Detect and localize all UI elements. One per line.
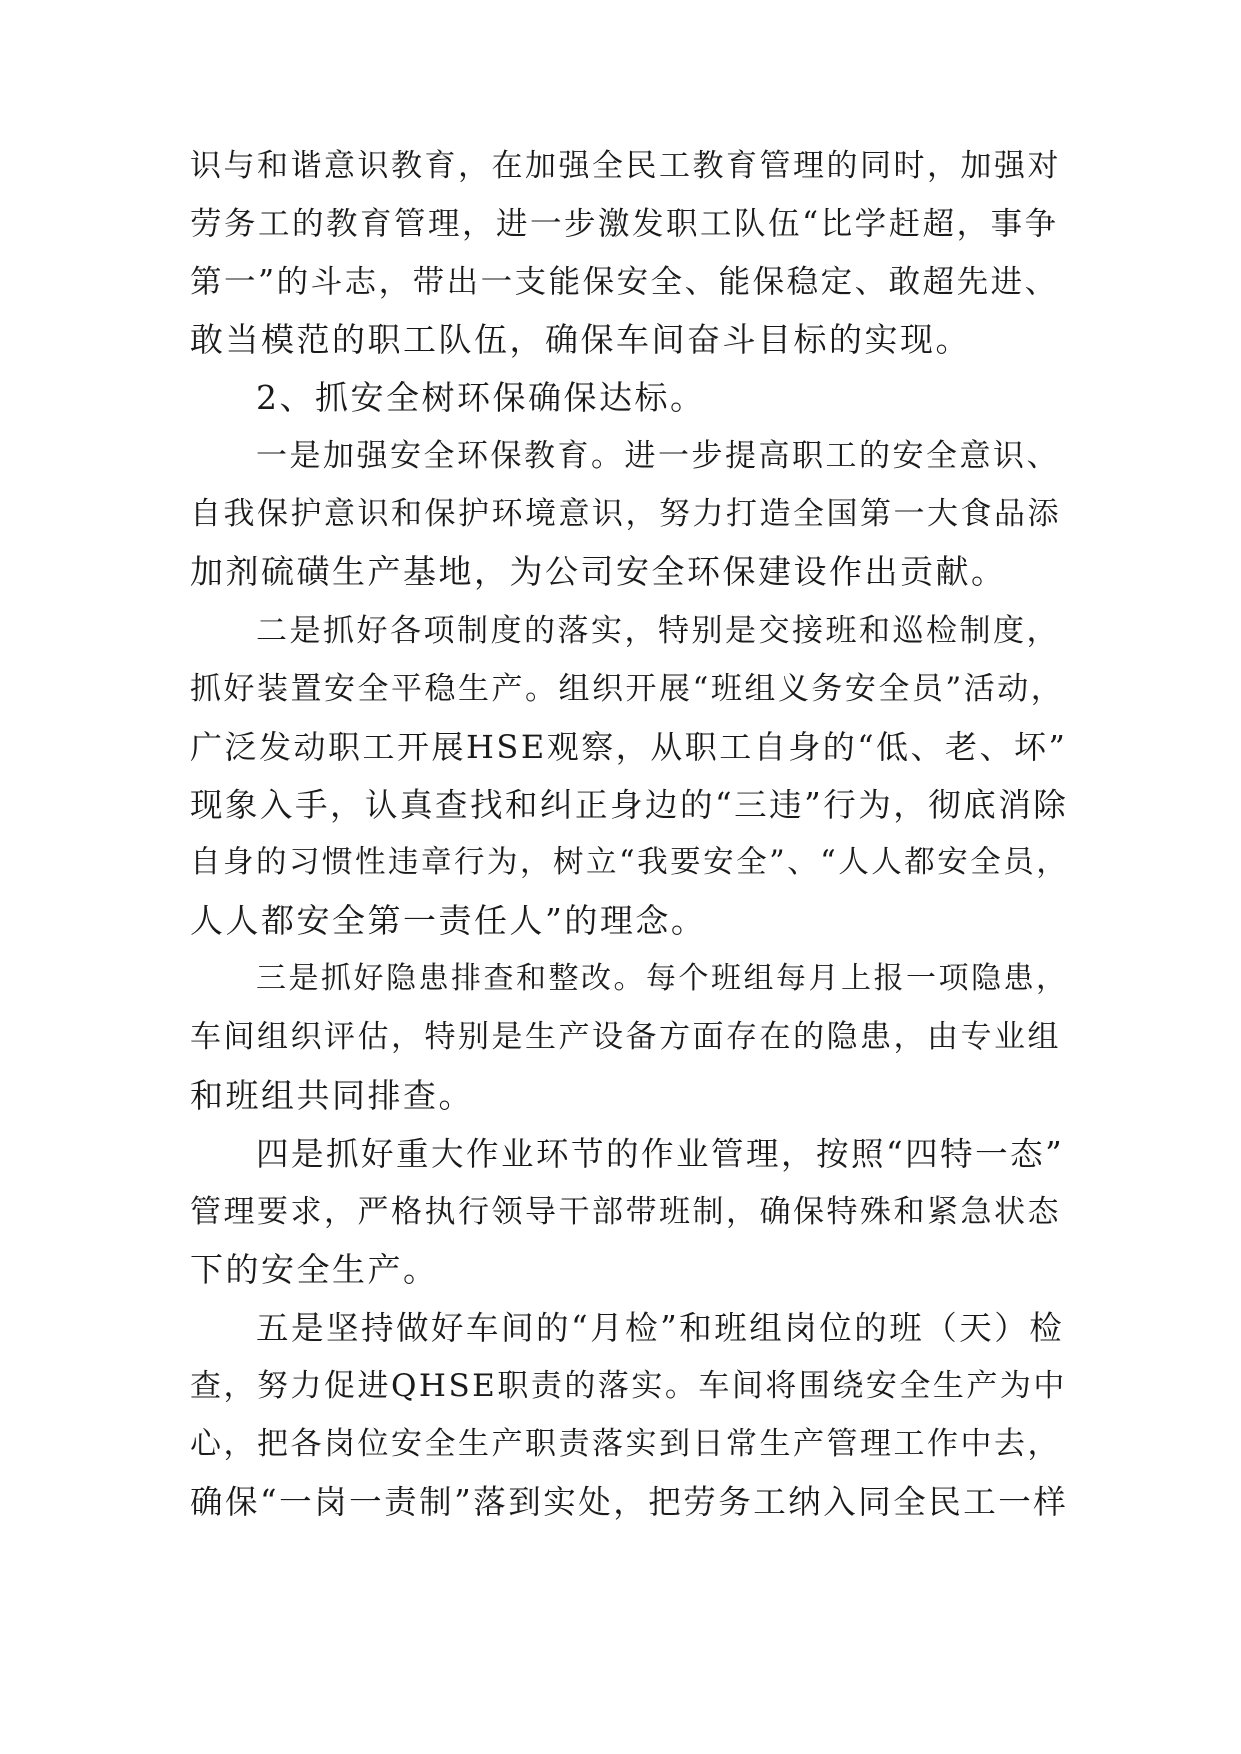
- text-line: 下的安全生产。: [190, 1250, 439, 1289]
- text-line: 自我保护意识和保护环境意识，努力打造全国第一大食品添: [190, 496, 1061, 532]
- text-line: 加剂硫磺生产基地，为公司安全环保建设作出贡献。: [190, 552, 1007, 591]
- paragraph-start: 一是加强安全环保教育。进一步提高职工的安全意识、: [256, 438, 1060, 474]
- text-line: 人人都安全第一责任人”的理念。: [190, 901, 707, 940]
- text-line: 抓好装置安全平稳生产。组织开展“班组义务安全员”活动，: [190, 671, 1065, 707]
- paragraph-start: 五是坚持做好车间的“月检”和班组岗位的班（天）检: [256, 1309, 1065, 1347]
- text-line: 管理要求，严格执行领导干部带班制，确保特殊和紧急状态: [190, 1194, 1061, 1230]
- paragraph-start: 四是抓好重大作业环节的作业管理，按照“四特一态”: [256, 1135, 1065, 1173]
- text-line: 广泛发动职工开展HSE观察，从职工自身的“低、老、坏”: [190, 728, 1068, 766]
- text-line: 识与和谐意识教育，在加强全民工教育管理的同时，加强对: [190, 148, 1061, 184]
- text-line: 确保“一岗一责制”落到实处，把劳务工纳入同全民工一样: [190, 1483, 1069, 1521]
- text-line: 自身的习惯性违章行为，树立“我要安全”、“人人都安全员，: [190, 845, 1070, 880]
- text-line: 现象入手，认真查找和纠正身边的“三违”行为，彻底消除: [190, 786, 1069, 824]
- text-line: 心，把各岗位安全生产职责落实到日常生产管理工作中去，: [190, 1426, 1061, 1462]
- paragraph-start: 二是抓好各项制度的落实，特别是交接班和巡检制度，: [256, 613, 1060, 649]
- text-line: 查，努力促进QHSE职责的落实。车间将围绕安全生产为中: [190, 1368, 1067, 1404]
- text-line: 和班组共同排查。: [190, 1076, 474, 1115]
- text-line: 劳务工的教育管理，进一步激发职工队伍“比学赶超，事争: [190, 206, 1059, 242]
- text-line: 车间组织评估，特别是生产设备方面存在的隐患，由专业组: [190, 1019, 1061, 1055]
- text-line: 敢当模范的职工队伍，确保车间奋斗目标的实现。: [190, 320, 971, 359]
- paragraph-start: 三是抓好隐患排查和整改。每个班组每月上报一项隐患，: [256, 961, 1069, 996]
- section-heading: 2、抓安全树环保确保达标。: [256, 378, 706, 417]
- text-line: 第一”的斗志，带出一支能保安全、能保稳定、敢超先进、: [190, 264, 1059, 300]
